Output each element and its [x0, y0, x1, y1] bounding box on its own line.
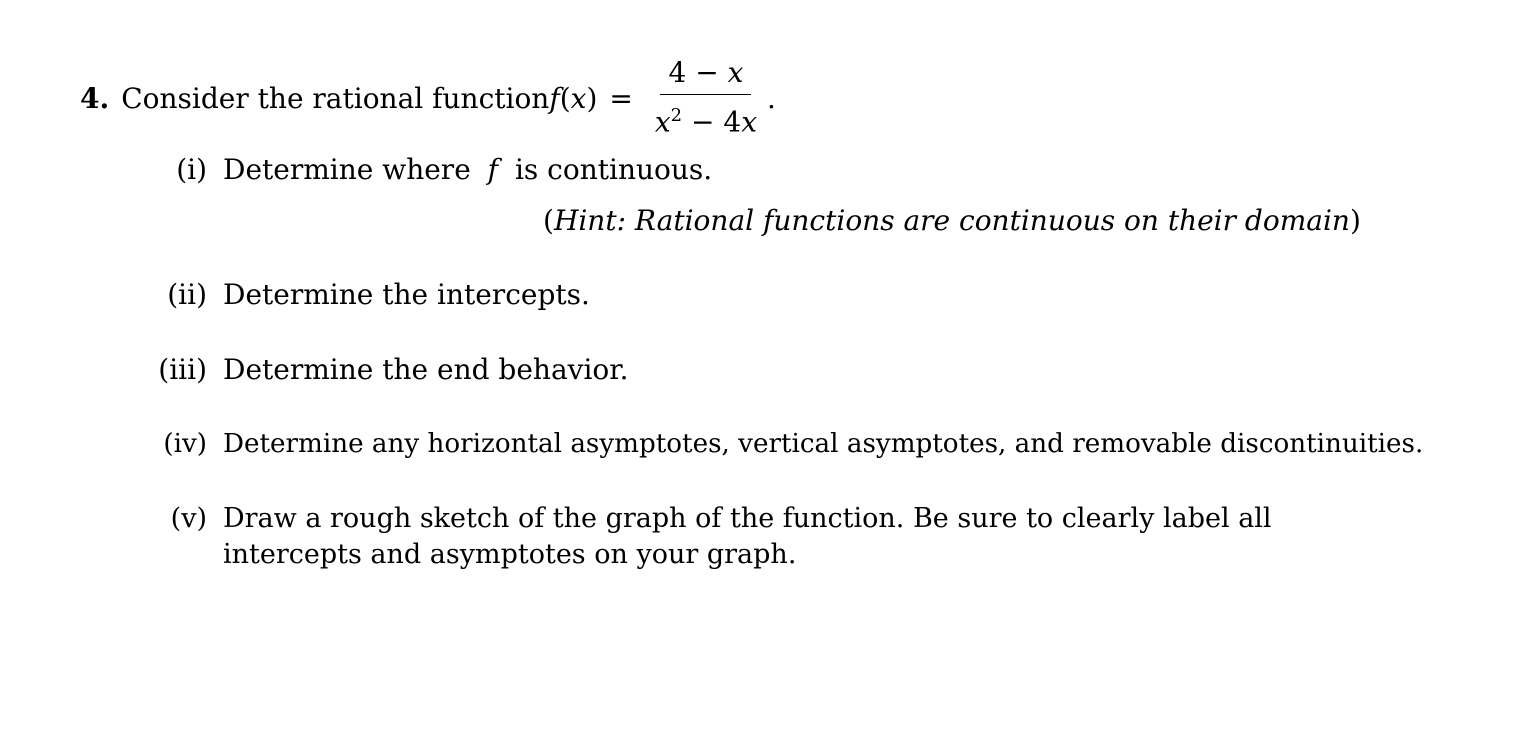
part-label: (v)	[170, 503, 207, 534]
part-text: Determine the end behavior.	[223, 353, 629, 386]
problem-stem	[80, 58, 776, 138]
part-text: Determine the intercepts.	[223, 278, 590, 311]
fraction-denominator: $x^2 - 4x$	[654, 105, 757, 139]
stem-text: Consider the rational function	[121, 81, 550, 115]
part-text-math: f	[487, 153, 499, 186]
function-arg: (x)	[559, 81, 598, 115]
part-text: Determine where	[223, 153, 471, 186]
stem-period: .	[766, 81, 776, 115]
part-iii	[158, 352, 629, 388]
part-label: (iii)	[158, 353, 207, 386]
problem-number: 4.	[80, 81, 110, 115]
part-i	[176, 152, 713, 188]
part-v	[170, 501, 1272, 573]
function-fraction	[647, 56, 765, 139]
function-name: f	[549, 81, 560, 115]
part-label: (iv)	[163, 429, 207, 459]
part-text: Determine any horizontal asymptotes, vertical asymptotes, and removable discontinuities.	[223, 429, 1424, 459]
part-text: Draw a rough sketch of the graph of the function. Be sure to clearly label all	[223, 503, 1272, 534]
hint-text: (Hint: Rational functions are continuous on their domain)	[543, 204, 1361, 237]
part-label: (i)	[176, 153, 207, 186]
part-iv	[163, 426, 1424, 462]
equals-sign: =	[609, 81, 633, 115]
part-ii	[167, 277, 590, 313]
part-text-after: is continuous.	[514, 153, 713, 186]
part-text-line2: intercepts and asymptotes on your graph.	[223, 539, 797, 570]
part-label: (ii)	[167, 278, 207, 311]
fraction-numerator: 4 − x	[660, 56, 751, 95]
